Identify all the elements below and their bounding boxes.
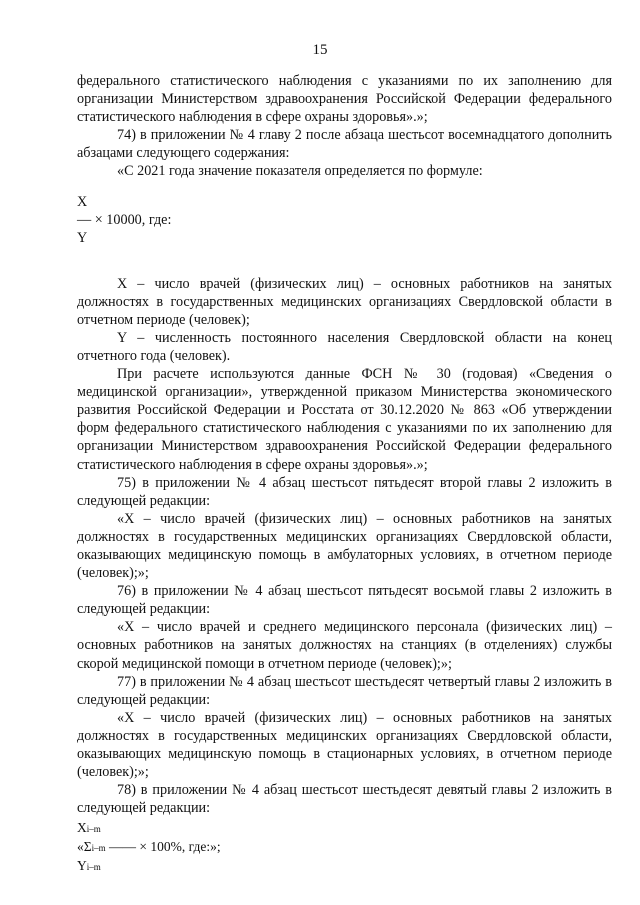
paragraph-item-77-text: «X – число врачей (физических лиц) – основных работников на занятых должностях в государственных медицинских организациях Свердловской области, оказывающих медицинскую помощь в стационарных условиях, в отчетном периоде (человек);»;: [77, 709, 612, 781]
formula-1: [77, 193, 612, 247]
paragraph-item-74: 74) в приложении № 4 главу 2 после абзаца шестьсот восемнадцатого дополнить абзацами следующего содержания:: [77, 127, 612, 162]
formula-2-numerator: Xi–m: [77, 820, 101, 836]
formula-1-numerator: X: [77, 193, 88, 210]
formula-2-operator: «Σi–m —— × 100%, где:»;: [77, 839, 221, 855]
paragraph-item-76-text: «X – число врачей и среднего медицинского персонала (физических лиц) – основных работников на занятых должностях на станциях (в отделениях) службы скорой медицинской помощи в отчетном периоде (человек);»;: [77, 619, 612, 672]
paragraph-item-75: 75) в приложении № 4 абзац шестьсот пятьдесят второй главы 2 изложить в следующей редакции:: [77, 474, 612, 509]
paragraph-item-77: 77) в приложении № 4 абзац шестьсот шестьдесят четвертый главы 2 изложить в следующей редакции:: [77, 673, 612, 708]
paragraph-formula-intro: «С 2021 года значение показателя определяется по формуле:: [117, 163, 483, 180]
paragraph-y-definition: Y – численность постоянного населения Свердловской области на конец отчетного года (человек).: [77, 329, 612, 364]
page-number: 15: [312, 42, 328, 58]
formula-1-denominator: Y: [77, 229, 88, 246]
paragraph-data-source: При расчете используются данные ФСН № 30 (годовая) «Сведения о медицинской организации», утвержденной приказом Министерства экономического развития Российской Федерации и Росстата от 30.12.2020 № 863 «Об утверждении форм федерального статистического наблюдения с указаниями по их заполнению для организации Министерством здравоохранения Российской Федерации федерального статистического наблюдения в сфере охраны здоровья».»;: [77, 366, 612, 473]
formula-1-operator: — × 10000, где:: [77, 211, 172, 228]
paragraph-item-75-text: «X – число врачей (физических лиц) – основных работников на занятых должностях в государственных медицинских организациях Свердловской области, оказывающих медицинскую помощь в амбулаторных условиях, в отчетном периоде (человек);»;: [77, 510, 612, 582]
paragraph-item-78: 78) в приложении № 4 абзац шестьсот шестьдесят девятый главы 2 изложить в следующей редакции:: [77, 782, 612, 817]
paragraph-x-definition: X – число врачей (физических лиц) – основных работников на занятых должностях в государственных медицинских организациях Свердловской области в отчетном периоде (человек);: [77, 275, 612, 328]
paragraph: федерального статистического наблюдения с указаниями по их заполнению для организации Министерством здравоохранения Российской Федерации федерального статистического наблюдения в сфере охраны здоровья».»;: [77, 73, 612, 126]
paragraph-item-76: 76) в приложении № 4 абзац шестьсот пятьдесят восьмой главы 2 изложить в следующей редакции:: [77, 583, 612, 618]
document-body: [77, 72, 612, 876]
formula-2: [77, 819, 612, 876]
formula-2-denominator: Yi–m: [77, 858, 101, 874]
